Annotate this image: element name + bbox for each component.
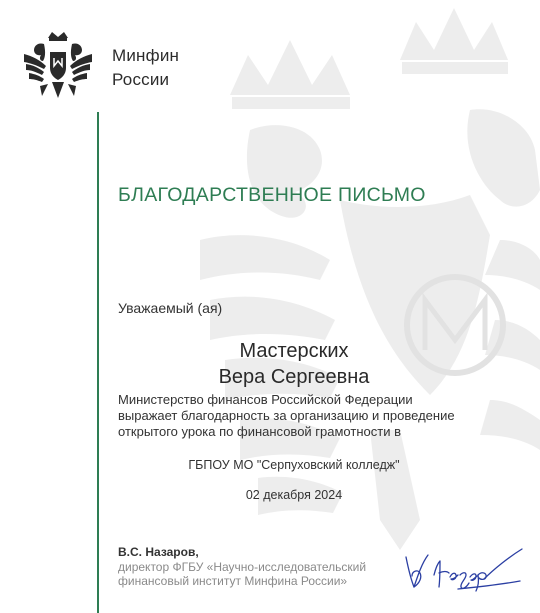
brand-line-2: России [112, 70, 170, 89]
handwritten-signature [398, 545, 528, 595]
body-line-3: открытого урока по финансовой грамотности в [118, 424, 401, 439]
letter-title: БЛАГОДАРСТВЕННОЕ ПИСЬМО [118, 184, 426, 206]
signer-name: В.С. Назаров, [118, 545, 199, 559]
double-headed-eagle-logo-icon [22, 30, 94, 104]
signer-block [118, 545, 366, 589]
salutation: Уважаемый (ая) [118, 300, 223, 316]
signer-position-line-2: финансовый институт Минфина России» [118, 574, 348, 588]
recipient-name: Вера Сергеевна [218, 366, 370, 388]
body-line-1: Министерство финансов Российской Федерации [118, 392, 413, 407]
signer-position-line-1: директор ФГБУ «Научно-исследовательский [118, 559, 367, 574]
body-line-2: выражает благодарность за организацию и проведение [118, 408, 455, 423]
organization-name: ГБПОУ МО "Серпуховский колледж" [188, 458, 400, 472]
letter-date: 02 декабря 2024 [245, 488, 343, 502]
green-divider-line [97, 112, 99, 613]
letter-body [118, 392, 498, 440]
ministry-brand [112, 44, 179, 92]
brand-line-1: Минфин [112, 46, 180, 65]
recipient-surname: Мастерских [239, 340, 349, 362]
